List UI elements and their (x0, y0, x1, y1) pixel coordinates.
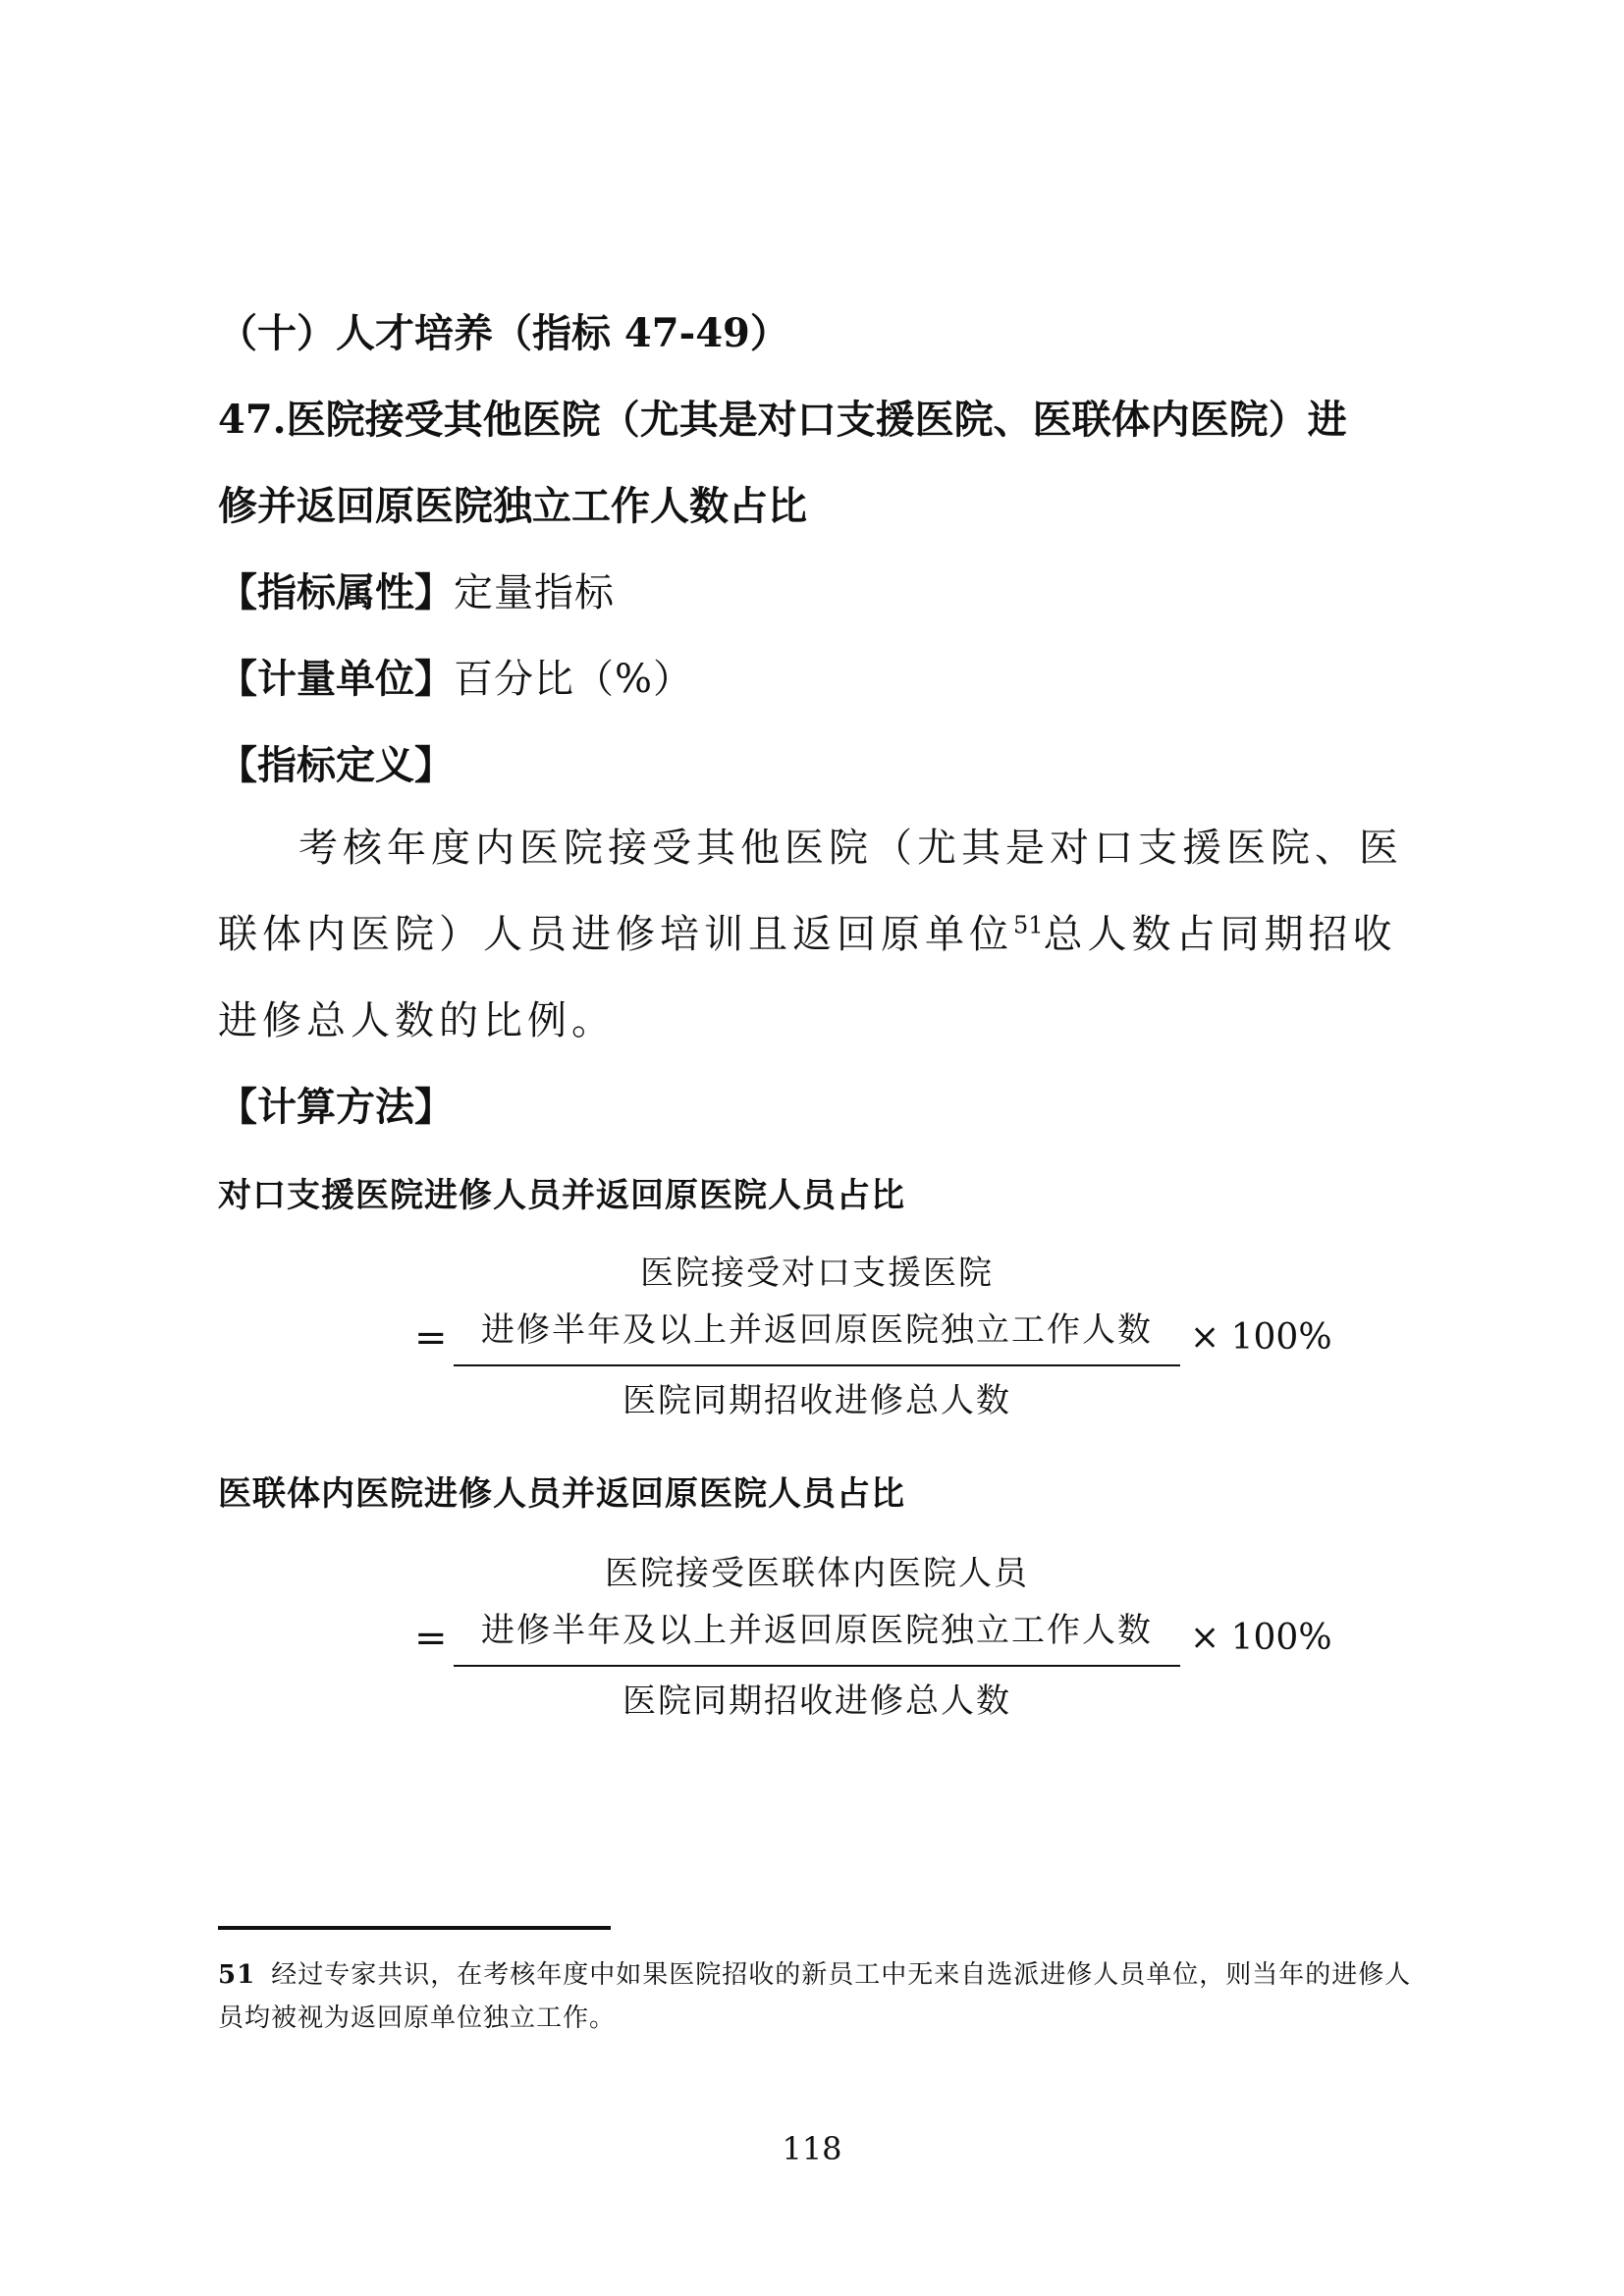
formula-1-multiplier: × 100% (1190, 1317, 1332, 1358)
definition-paragraph (218, 805, 1426, 1064)
footnote-number: 51 (218, 1960, 256, 1990)
unit-value: 百分比（%） (454, 657, 694, 702)
formula-1-numerator-line2: 进修半年及以上并返回原医院独立工作人数 (481, 1310, 1153, 1350)
formula-1-numerator-line1: 医院接受对口支援医院 (640, 1254, 994, 1293)
formula-2-equals: = (414, 1616, 448, 1661)
unit-label: 【计量单位】 (218, 656, 454, 702)
calculation-label: 【计算方法】 (218, 1084, 454, 1130)
formula-1-equals: = (414, 1315, 448, 1361)
footnote (218, 1953, 1428, 2040)
section-title: （十）人才培养（指标 47-49） (218, 310, 789, 356)
footnote-reference: 51 (1013, 911, 1044, 939)
unit-row (218, 648, 693, 704)
formula-2-numerator-line2: 进修半年及以上并返回原医院独立工作人数 (481, 1611, 1153, 1650)
formula-2-title: 医联体内医院进修人员并返回原医院人员占比 (218, 1474, 905, 1514)
formula-2-fraction (454, 1545, 1180, 1728)
formula-1-denominator: 医院同期招收进修总人数 (623, 1381, 1011, 1420)
formula-1-fraction (454, 1245, 1180, 1427)
formula-1-title: 对口支援医院进修人员并返回原医院人员占比 (218, 1176, 905, 1215)
footnote-divider (218, 1926, 611, 1930)
attribute-value: 定量指标 (454, 570, 615, 615)
indicator-title-line2: 修并返回原医院独立工作人数占比 (218, 483, 807, 529)
definition-label: 【指标定义】 (218, 742, 454, 788)
attribute-label: 【指标属性】 (218, 569, 454, 615)
formula-1-fraction-bar (454, 1364, 1180, 1366)
attribute-row (218, 561, 615, 617)
formula-2-multiplier: × 100% (1190, 1618, 1332, 1658)
indicator-title-line1: 47.医院接受其他医院（尤其是对口支援医院、医联体内医院）进 (218, 397, 1347, 443)
footnote-text: 经过专家共识，在考核年度中如果医院招收的新员工中无来自选派进修人员单位，则当年的进修人员均被视为返回原单位独立工作。 (218, 1960, 1412, 2033)
definition-text-2: 总人数占同期招收进修总人数的比例。 (218, 912, 1397, 1043)
page-number: 118 (782, 2130, 842, 2167)
formula-2-denominator: 医院同期招收进修总人数 (623, 1682, 1011, 1721)
formula-2-fraction-bar (454, 1665, 1180, 1667)
formula-2-numerator-line1: 医院接受医联体内医院人员 (605, 1554, 1029, 1593)
definition-text-1: 考核年度内医院接受其他医院（尤其是对口支援医院、医联体内医院）人员进修培训且返回原单位 (218, 826, 1403, 957)
